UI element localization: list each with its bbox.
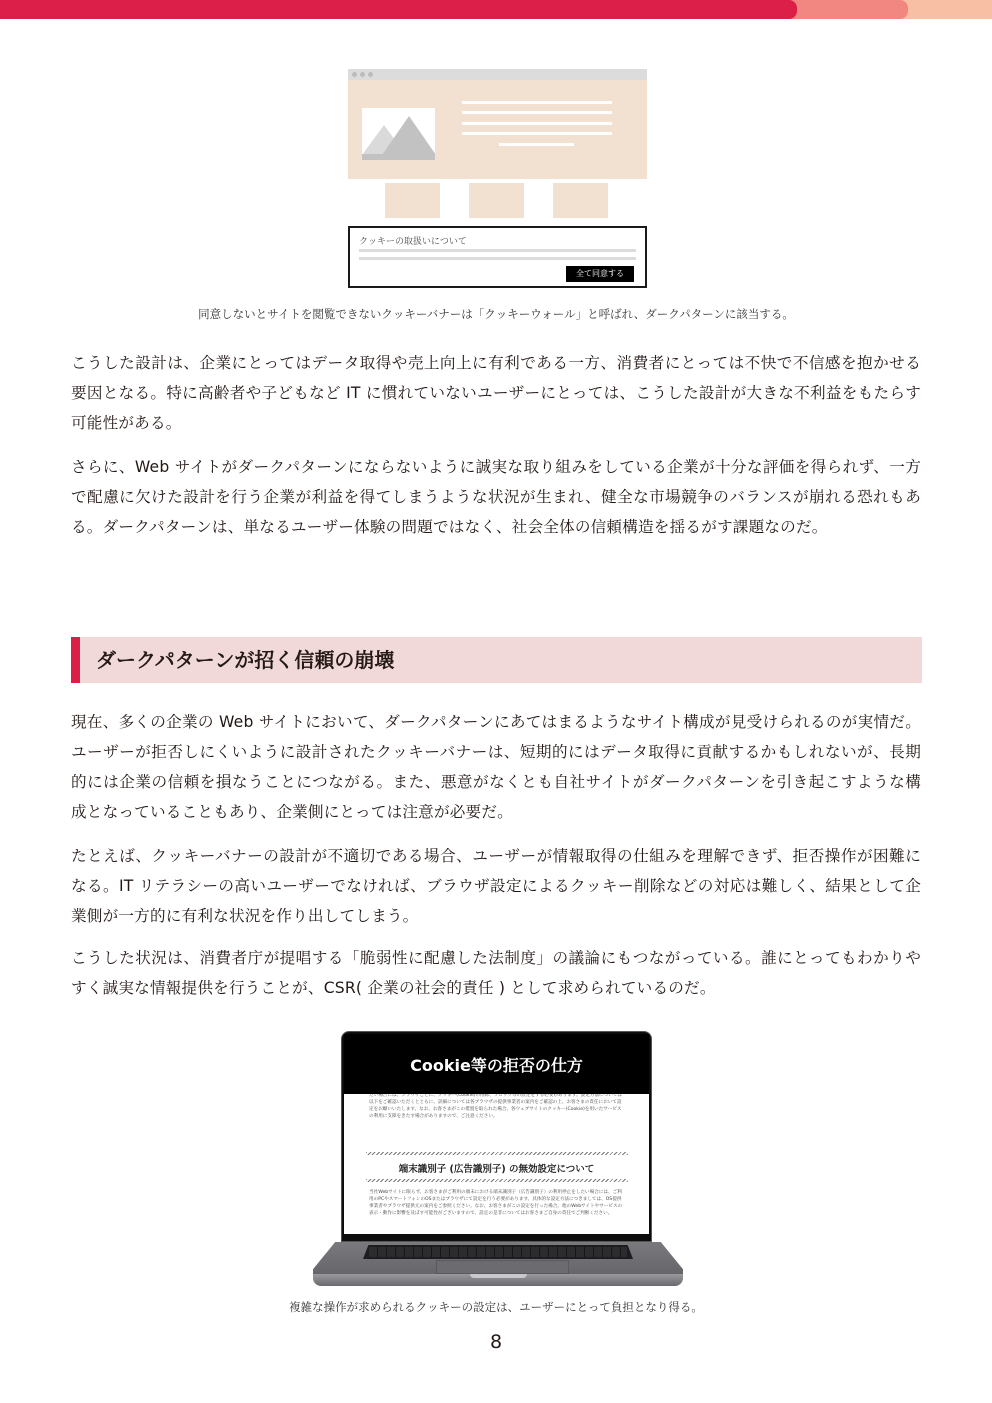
body-text-section-2 xyxy=(71,841,921,931)
text-line-placeholder xyxy=(499,143,574,146)
content-card-placeholder xyxy=(553,183,608,218)
figure-caption: 複雑な操作が求められるクッキーの設定は、ユーザーにとって負担となり得る。 xyxy=(289,1300,703,1314)
accept-all-button[interactable]: 全て同意する xyxy=(566,266,634,282)
figure-caption: 同意しないとサイトを閲覧できないクッキーバナーは「クッキーウォール」と呼ばれ、ダークパターンに該当する。 xyxy=(198,307,794,321)
text-line-placeholder xyxy=(462,101,612,104)
window-dot-icon xyxy=(368,72,373,77)
heading-accent-bar xyxy=(71,637,80,683)
laptop-screen xyxy=(344,1094,649,1234)
text-line-placeholder xyxy=(462,122,612,125)
text-line-placeholder xyxy=(462,132,612,135)
body-text-section-3 xyxy=(71,943,921,1003)
window-dot-icon xyxy=(352,72,357,77)
screen-body-text: たい場合には、ブラウザごとに、クッキー(Cookie)の削除、ブロック等の設定をする必要があります。設定方法については以下をご確認いただくとともに、詳細については各ブラウザの提供事業者の案内をご確認の上、お客さまの責任において設定をお願いいたします。なお、お客さまがこの措置を取られた場合、各ウェブサイトのクッキー(Cookie)を用いたサービスの利用に支障をきたす場合がありますので、ご注意ください。 xyxy=(369,1094,622,1119)
hatched-divider xyxy=(366,1152,628,1155)
screen-title: Cookie等の拒否の仕方 xyxy=(410,1056,583,1075)
paragraph: さらに、Web サイトがダークパターンにならないように誠実な取り組みをしている企業が十分な評価を得られず、一方で配慮に欠けた設計を行う企業が利益を得てしまうような状況が生まれ、健全な市場競争のバランスが崩れる恐れもある。ダークパターンは、単なるユーザー体験の問題ではなく、社会全体の信頼構造を揺るがす課題なのだ。 xyxy=(71,458,921,536)
trackpad xyxy=(436,1260,569,1274)
window-dot-icon xyxy=(360,72,365,77)
laptop-illustration xyxy=(313,1031,683,1289)
keyboard-icon xyxy=(363,1245,633,1259)
laptop-notch xyxy=(470,1274,527,1278)
body-text-intro-2 xyxy=(71,452,921,542)
body-text-section-1 xyxy=(71,707,921,827)
text-line-placeholder xyxy=(359,257,636,260)
section-heading xyxy=(71,637,922,683)
text-line-placeholder xyxy=(359,249,636,252)
body-text-intro-1 xyxy=(71,348,921,438)
paragraph: 現在、多くの企業の Web サイトにおいて、ダークパターンにあてはまるようなサイト構成が見受けられるのが実情だ。ユーザーが拒否しにくいように設計されたクッキーバナーは、短期的にはデータ取得に貢献するかもしれないが、長期的には企業の信頼を損なうことにつながる。また、悪意がなくとも自社サイトがダークパターンを引き起こすような構成となっていることもあり、企業側にとっては注意が必要だ。 xyxy=(71,713,921,821)
screen-subheading: 端末識別子 (広告識別子) の無効設定について xyxy=(398,1164,595,1175)
hatched-divider xyxy=(366,1179,628,1182)
screen-body-text: 当社Webサイトに限らず、お客さまがご利用の端末における端末識別子（広告識別子）の利用停止をしたい場合には、ご利用のPCやスマートフォンのOSまたはブラウザにて設定を行う必要があります。具体的な設定方法につきましては、OS提供事業者やブラウザ提供元の案内をご参照ください。なお、お客さまがこの設定を行った場合、他のWebサイトやサービスの表示・動作に影響を及ぼす可能性がございますので、設定の是非についてはお客さまご自身の責任でご判断ください。 xyxy=(369,1190,623,1216)
hero-section xyxy=(348,80,647,179)
section-heading-text: ダークパターンが招く信頼の崩壊 xyxy=(96,648,395,672)
content-card-placeholder xyxy=(385,183,440,218)
paragraph: たとえば、クッキーバナーの設計が不適切である場合、ユーザーが情報取得の仕組みを理解できず、拒否操作が困難になる。IT リテラシーの高いユーザーでなければ、ブラウザ設定によるクッキー削除などの対応は難しく、結果として企業側が一方的に有利な状況を作り出してしまう。 xyxy=(71,847,921,925)
text-line-placeholder xyxy=(462,111,612,114)
paragraph: こうした設計は、企業にとってはデータ取得や売上向上に有利である一方、消費者にとっては不快で不信感を抱かせる要因となる。特に高齢者や子どもなど IT に慣れていないユーザーにとっては、こうした設計が大きな不利益をもたらす可能性がある。 xyxy=(71,354,921,432)
cookie-banner-title: クッキーの取扱いについて xyxy=(359,237,467,247)
image-placeholder-icon xyxy=(362,108,435,160)
browser-titlebar xyxy=(348,69,647,80)
cookie-wall-illustration xyxy=(348,69,647,288)
top-bar-segment-main xyxy=(0,0,797,19)
top-color-bar xyxy=(0,0,992,19)
cookie-banner xyxy=(348,226,647,288)
screen-header xyxy=(344,1034,649,1094)
content-card-placeholder xyxy=(469,183,524,218)
page-number: 8 xyxy=(489,1331,503,1353)
paragraph: こうした状況は、消費者庁が提唱する「脆弱性に配慮した法制度」の議論にもつながっている。誰にとってもわかりやすく誠実な情報提供を行うことが、CSR( 企業の社会的責任 ) として求められているのだ。 xyxy=(71,949,921,997)
